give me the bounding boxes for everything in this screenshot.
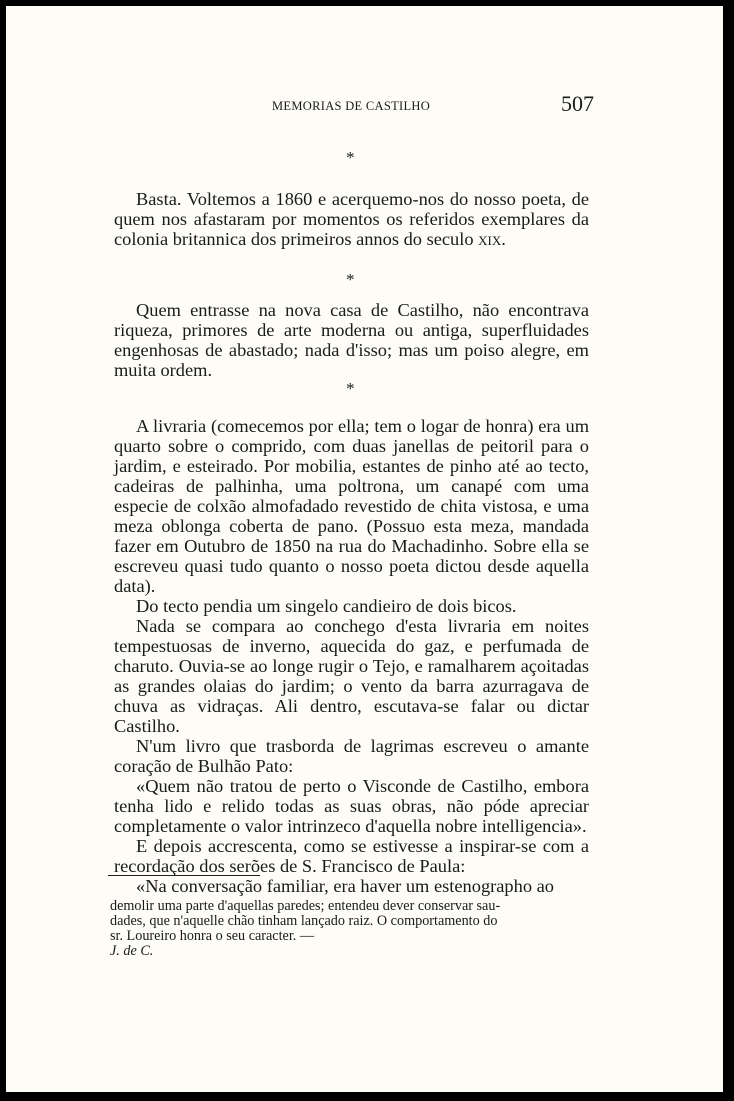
paragraph-text bbox=[114, 189, 589, 249]
running-title: MEMORIAS DE CASTILHO bbox=[272, 99, 431, 113]
paragraph-text-main: Basta. Voltemos a 1860 e acerquemo-nos do nosso poeta, de quem nos afastaram por momentos os referidos exemplares da colonia britannica dos primeiros annos do seculo bbox=[114, 189, 589, 249]
paragraph-accrescenta: E depois accrescenta, como se estivesse a inspirar-se com a recordação dos serões de S. Francisco de Paula: bbox=[114, 836, 589, 876]
century-numeral: xix bbox=[478, 229, 502, 249]
paragraph-quote-1: «Quem não tratou de perto o Visconde de Castilho, embora tenha lido e relido todas as suas obras, não póde apreciar completamente o valor intrinzeco d'aquella nobre intelligencia». bbox=[114, 776, 589, 836]
paragraph-quote-2: «Na conversação familiar, era haver um estenographo ao bbox=[136, 876, 554, 896]
footnote-signature: J. de C. bbox=[110, 943, 154, 959]
paragraph-livraria: A livraria (comecemos por ella; tem o logar de honra) era um quarto sobre o comprido, com duas janellas de peitoril para o jardim, e esteirado. Por mobilia, estantes de pinho até ao tecto, cadeiras de palhinha, uma poltrona, um canapé com uma especie de colxão almofadado revestido de chita vistosa, e uma meza oblonga coberta de pano. (Possuo esta meza, mandada fazer em Outubro de 1850 na rua do Machadinho. Sobre ella se escreveu quasi tudo quanto o nosso poeta dictou desde aquella data). bbox=[114, 416, 589, 596]
section-asterisk: * bbox=[346, 379, 355, 398]
book-page bbox=[6, 6, 723, 1092]
footnote-line-last bbox=[110, 929, 586, 959]
paragraph-text: Quem entrasse na nova casa de Castilho, não encontrava riqueza, primores de arte moderna ou antiga, superfluidades engenhosas de abastado; nada d'isso; mas um poiso alegre, em muita ordem. bbox=[114, 300, 589, 380]
section-asterisk: * bbox=[346, 270, 355, 289]
paragraph-basta bbox=[114, 189, 589, 249]
main-text-block bbox=[114, 416, 589, 896]
page-number: 507 bbox=[561, 91, 594, 116]
footnote bbox=[110, 899, 586, 959]
section-asterisk: * bbox=[346, 148, 355, 167]
paragraph-candieiro: Do tecto pendia um singelo candieiro de dois bicos. bbox=[136, 596, 517, 616]
footnote-line-text: sr. Loureiro honra o seu caracter. — bbox=[110, 928, 315, 944]
paragraph-conchego: Nada se compara ao conchego d'esta livraria em noites tempestuosas de inverno, aquecida do gaz, e perfumada de charuto. Ouvia-se ao longe rugir o Tejo, e ramalharem açoitadas as grandes olaias do jardim; o vento da barra azurragava de chuva as vidraças. Ali dentro, escutava-se falar ou dictar Castilho. bbox=[114, 616, 589, 736]
paragraph-quem-entrasse bbox=[114, 300, 589, 380]
paragraph-livro: N'um livro que trasborda de lagrimas escreveu o amante coração de Bulhão Pato: bbox=[114, 736, 589, 776]
footnote-line: dades, que n'aquelle chão tinham lançado raiz. O comportamento do bbox=[110, 913, 498, 929]
paragraph-text-end: . bbox=[501, 229, 506, 249]
footnote-line: demolir uma parte d'aquellas paredes; entendeu dever conservar sau- bbox=[110, 898, 501, 914]
footnote-rule bbox=[108, 875, 260, 876]
